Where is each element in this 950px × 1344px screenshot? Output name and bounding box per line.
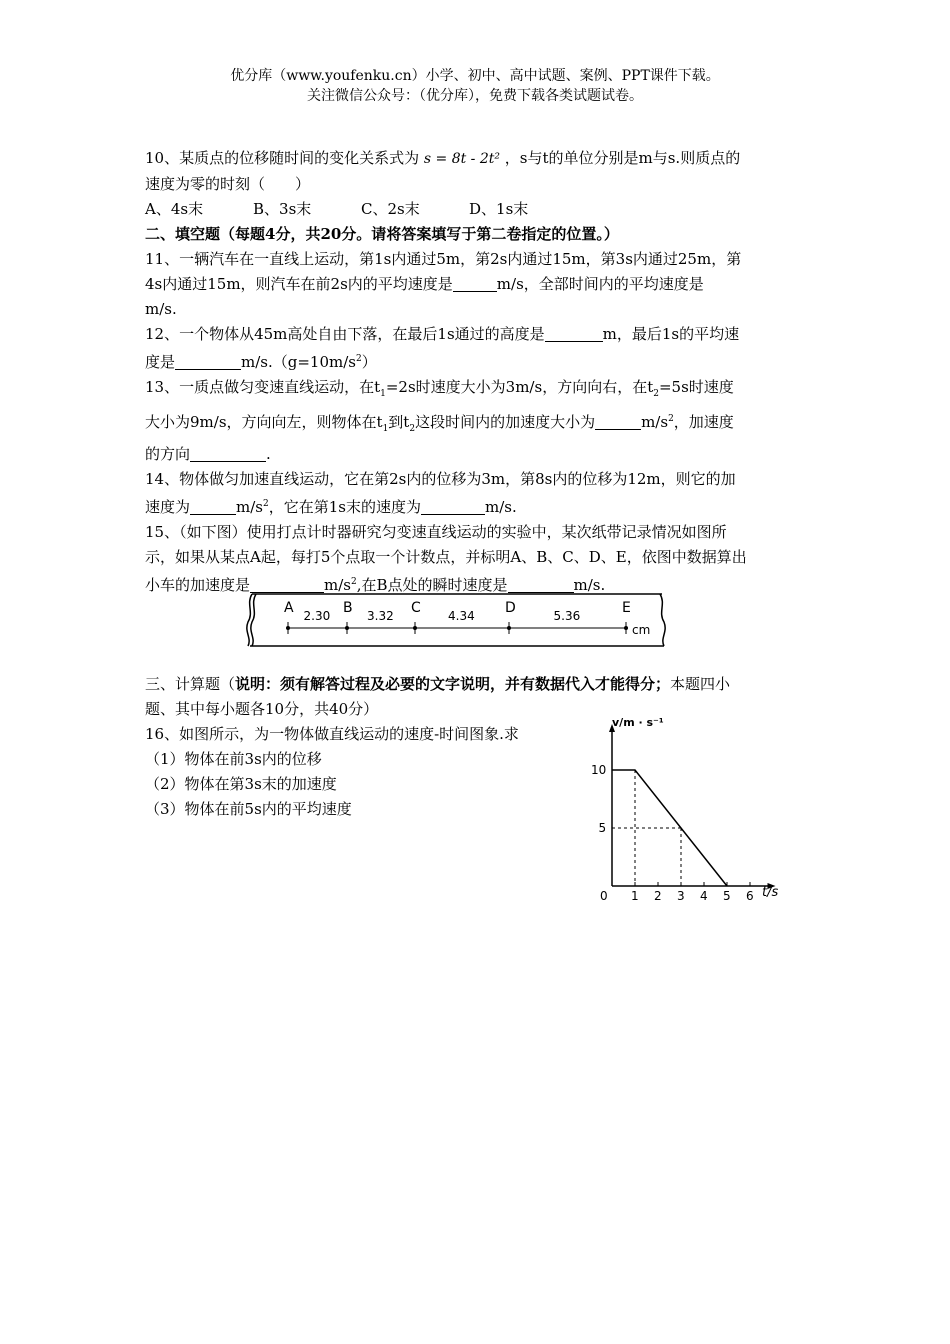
q10-text: 10、某质点的位移随时间的变化关系式为 <box>145 149 420 167</box>
tape-point-E: E <box>622 600 631 616</box>
q10-option-d: D、1s末 <box>469 200 529 218</box>
x-axis-label: t/s <box>762 885 779 900</box>
answer-blank[interactable] <box>595 413 641 430</box>
q10-options <box>145 197 807 222</box>
header-line-2: 关注微信公众号：（优分库），免费下载各类试题试卷。 <box>307 88 643 104</box>
answer-blank[interactable] <box>421 498 485 515</box>
answer-blank[interactable] <box>190 445 266 462</box>
q16-line-1: 16、如图所示，为一物体做直线运动的速度-时间图象.求 <box>145 725 519 743</box>
vt-graph <box>590 712 800 907</box>
header-line-1: 优分库（www.youfenku.cn）小学、初中、高中试题、案例、PPT课件下载。 <box>230 68 720 84</box>
tape-dot-A <box>286 626 290 630</box>
q13-line-1: 13、一质点做匀变速直线运动，在$t_1=2s$时速度大小为3m/s，方向向右，在$t_2=5s$时速度 <box>145 378 734 399</box>
tape-distance: 4.34 <box>448 609 475 623</box>
ticker-tape-figure <box>238 586 672 652</box>
tape-point-C: C <box>411 600 421 616</box>
q16-item-2: （2）物体在第3s末的加速度 <box>145 775 337 793</box>
q13-line-2: 大小为9m/s，方向向左，则物体在$t_1$到$t_2$这段时间内的加速度大小为 $m/s^2$，加速度 <box>145 413 734 434</box>
q11-line-1: 11、一辆汽车在一直线上运动，第1s内通过5m，第2s内通过15m，第3s内通过25m，第 <box>145 250 742 268</box>
q10-line-2: 速度为零的时刻（ ） <box>145 175 311 193</box>
velocity-line <box>612 770 727 886</box>
tape-point-A: A <box>284 600 294 616</box>
question-body <box>145 146 807 598</box>
tape-unit: cm <box>632 623 651 637</box>
answer-blank[interactable] <box>453 275 497 292</box>
section-2-title: 二、填空题（每题4分，共20分。请将答案填写于第二卷指定的位置。） <box>145 225 619 243</box>
section-3-note: 说明：须有解答过程及必要的文字说明，并有数据代入才能得分； <box>235 675 671 693</box>
q14-line-1: 14、物体做匀加速直线运动，它在第2s内的位移为3m，第8s内的位移为12m，则它的加 <box>145 470 736 488</box>
question-10 <box>145 146 807 172</box>
x-tick-label: 2 <box>654 889 662 903</box>
q10-option-b: B、3s末 <box>253 200 312 218</box>
tape-dot-B <box>345 626 349 630</box>
q10-option-a: A、4s末 <box>145 200 204 218</box>
x-tick-label: 4 <box>700 889 708 903</box>
tape-dot-D <box>507 626 511 630</box>
x-tick-label: 6 <box>746 889 754 903</box>
tape-point-D: D <box>505 600 516 616</box>
q10-formula: s = 8t - 2t² <box>423 151 500 167</box>
tape-dot-E <box>624 626 628 630</box>
q16-item-3: （3）物体在前5s内的平均速度 <box>145 800 352 818</box>
tape-distance: 3.32 <box>367 609 394 623</box>
q11-line-3: m/s. <box>145 300 177 318</box>
tape-point-B: B <box>343 600 353 616</box>
x-tick-label: 1 <box>631 889 639 903</box>
y-axis-label: v/m · s⁻¹ <box>612 716 664 729</box>
q10-text-2: ，s与t的单位分别是m与s.则质点的 <box>504 149 741 167</box>
q13-line-3: 的方向 . <box>145 445 271 463</box>
tape-dot-C <box>413 626 417 630</box>
y-tick-label: 10 <box>591 763 607 777</box>
q11-line-2: 4s内通过15m，则汽车在前2s内的平均速度是 m/s，全部时间内的平均速度是 <box>145 275 704 293</box>
x-tick-label: 5 <box>723 889 731 903</box>
q15-line-2: 示，如果从某点A起，每打5个点取一个计数点，并标明A、B、C、D、E，依图中数据算出 <box>145 548 747 566</box>
x-tick-label: 0 <box>600 889 608 903</box>
tape-distance: 5.36 <box>553 609 581 623</box>
section-3-line-2: 题、其中每小题各10分，共40分） <box>145 700 379 718</box>
q15-line-3: 小车的加速度是 $m/s^2$,在B点处的瞬时速度是 m/s. <box>145 576 606 594</box>
x-tick-label: 3 <box>677 889 685 903</box>
section-3-title-end: 本题四小 <box>670 675 731 693</box>
y-tick-label: 5 <box>598 821 607 835</box>
q12-line-2: 度是 $m/s.(g=10m/s^2)$ <box>145 353 377 371</box>
answer-blank[interactable] <box>190 498 236 515</box>
q14-line-2: 速度为 $m/s^2$，它在第1s末的速度为 m/s. <box>145 498 517 516</box>
q15-line-1: 15、（如下图）使用打点计时器研究匀变速直线运动的实验中，某次纸带记录情况如图所 <box>145 523 727 541</box>
answer-blank[interactable] <box>545 325 603 342</box>
q12-line-1: 12、一个物体从45m高处自由下落，在最后1s通过的高度是 m，最后1s的平均速 <box>145 325 740 343</box>
tape-distance: 2.30 <box>303 609 331 623</box>
section-3-title: 三、计算题（ <box>145 675 236 693</box>
q10-option-c: C、2s末 <box>361 200 420 218</box>
answer-blank[interactable] <box>175 353 241 370</box>
q16-item-1: （1）物体在前3s内的位移 <box>145 750 322 768</box>
